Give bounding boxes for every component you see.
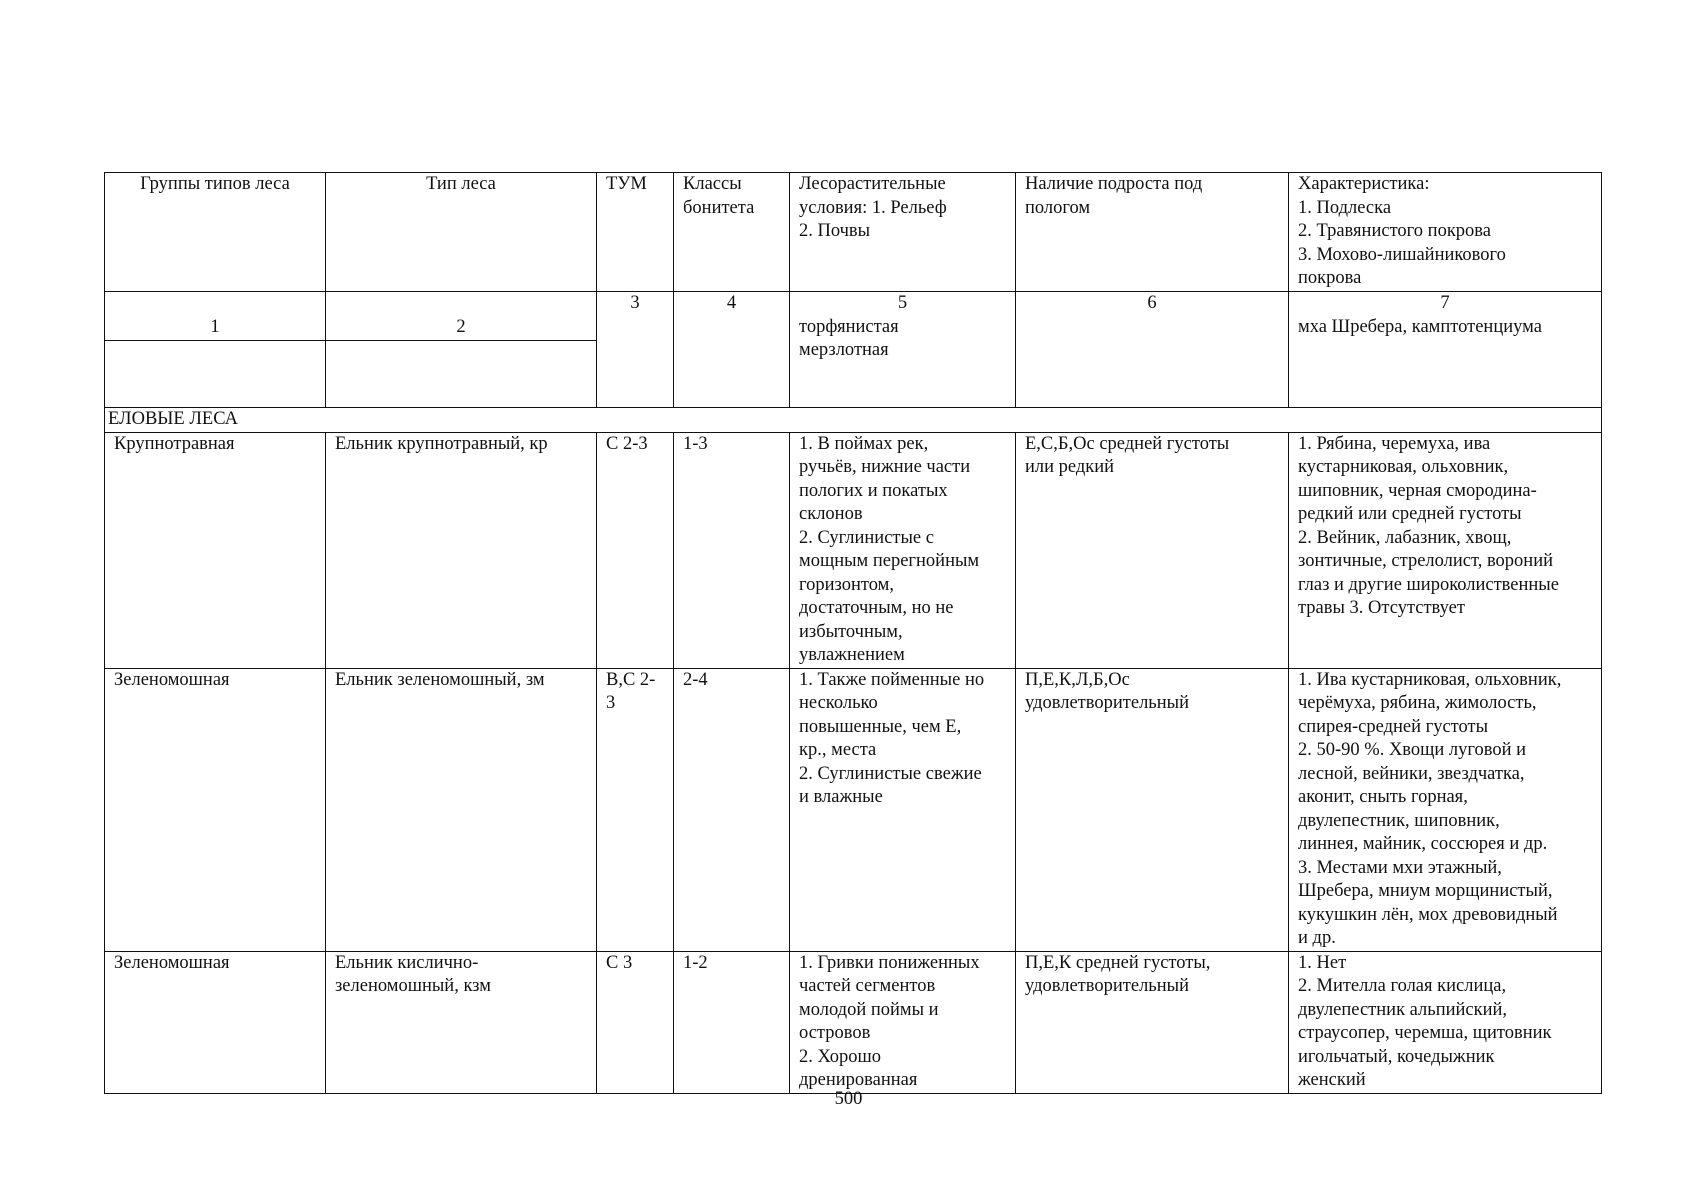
undergrowth-cell: Е,С,Б,Ос средней густоты или редкий [1016,432,1289,668]
column-number-7: 7 [1289,292,1602,316]
header-tum: ТУМ [597,173,674,292]
characteristics-cell: 1. Нет 2. Мителла голая кислица, двулепестник альпийский, страусопер, черемша, щитовник игольчатый, кочедыжник женский [1289,951,1602,1093]
characteristics-cell: 1. Ива кустарниковая, ольховник, черёмуха, рябина, жимолость, спирея-средней густоты 2. 50-90 %. Хвощи луговой и лесной, вейники, звездчатка, аконит, сныть горная, двулепестник, шиповник, линнея, майник, соссюрея и др. 3. Местами мхи этажный, Шребера, мниум морщинистый, кукушкин лён, мох древовидный и др. [1289,668,1602,951]
conditions-cell: 1. Также пойменные но несколько повышенные, чем Е, кр., места 2. Суглинистые свежие и влажные [790,668,1016,951]
forest-group-cell: Зеленомошная [105,668,326,951]
column-number-5: 5 [790,292,1016,316]
conditions-cell: 1. В поймах рек, ручьёв, нижние части пологих и покатых склонов 2. Суглинистые с мощным перегнойным горизонтом, достаточным, но не избыточным, увлажнением [790,432,1016,668]
table-row [105,668,1602,951]
table-row [105,432,1602,668]
forest-type-cell: Ельник крупнотравный, кр [326,432,597,668]
forest-type-cell: Ельник кислично- зеленомошный, кзм [326,951,597,1093]
conditions-cell: 1. Гривки пониженных частей сегментов молодой поймы и островов 2. Хорошо дренированная [790,951,1016,1093]
forest-type-cell: Ельник зеленомошный, зм [326,668,597,951]
column-number-1: 1 [105,316,325,341]
forest-group-cell: Крупнотравная [105,432,326,668]
section-row [105,408,1602,433]
column-number-2: 2 [326,316,596,341]
header-characteristics: Характеристика: 1. Подлеска 2. Травянистого покрова 3. Мохово-лишайникового покрова [1289,173,1602,292]
undergrowth-cell: П,Е,К средней густоты, удовлетворительный [1016,951,1289,1093]
header-undergrowth: Наличие подроста под пологом [1016,173,1289,292]
characteristics-cell: 1. Рябина, черемуха, ива кустарниковая, ольховник, шиповник, черная смородина- редкий или средней густоты 2. Вейник, лабазник, хвощ, зонтичные, стрелолист, вороний глаз и другие широколиственные травы 3. Отсутствует [1289,432,1602,668]
tum-cell: С 3 [597,951,674,1093]
header-bonitet-class: Классы бонитета [674,173,790,292]
continuation-conditions: торфянистая мерзлотная [790,316,1016,408]
column-number-4: 4 [674,292,790,408]
forest-types-table [104,172,1602,1094]
col-2-cell [326,292,597,408]
header-growth-conditions: Лесорастительные условия: 1. Рельеф 2. Почвы [790,173,1016,292]
bonitet-cell: 1-3 [674,432,790,668]
section-title: ЕЛОВЫЕ ЛЕСА [105,408,1602,433]
column-number-row [105,292,1602,316]
tum-cell: В,С 2- 3 [597,668,674,951]
table-row [105,951,1602,1093]
undergrowth-cell: П,Е,К,Л,Б,Ос удовлетворительный [1016,668,1289,951]
header-forest-group: Группы типов леса [105,173,326,292]
continuation-characteristics: мха Шребера, камптотенциума [1289,316,1602,408]
forest-group-cell: Зеленомошная [105,951,326,1093]
header-forest-type: Тип леса [326,173,597,292]
bonitet-cell: 1-2 [674,951,790,1093]
col-1-cell [105,292,326,408]
page-number: 500 [834,1089,863,1109]
tum-cell: С 2-3 [597,432,674,668]
column-number-3: 3 [597,292,674,408]
header-row [105,173,1602,292]
column-number-6: 6 [1016,292,1289,408]
bonitet-cell: 2-4 [674,668,790,951]
